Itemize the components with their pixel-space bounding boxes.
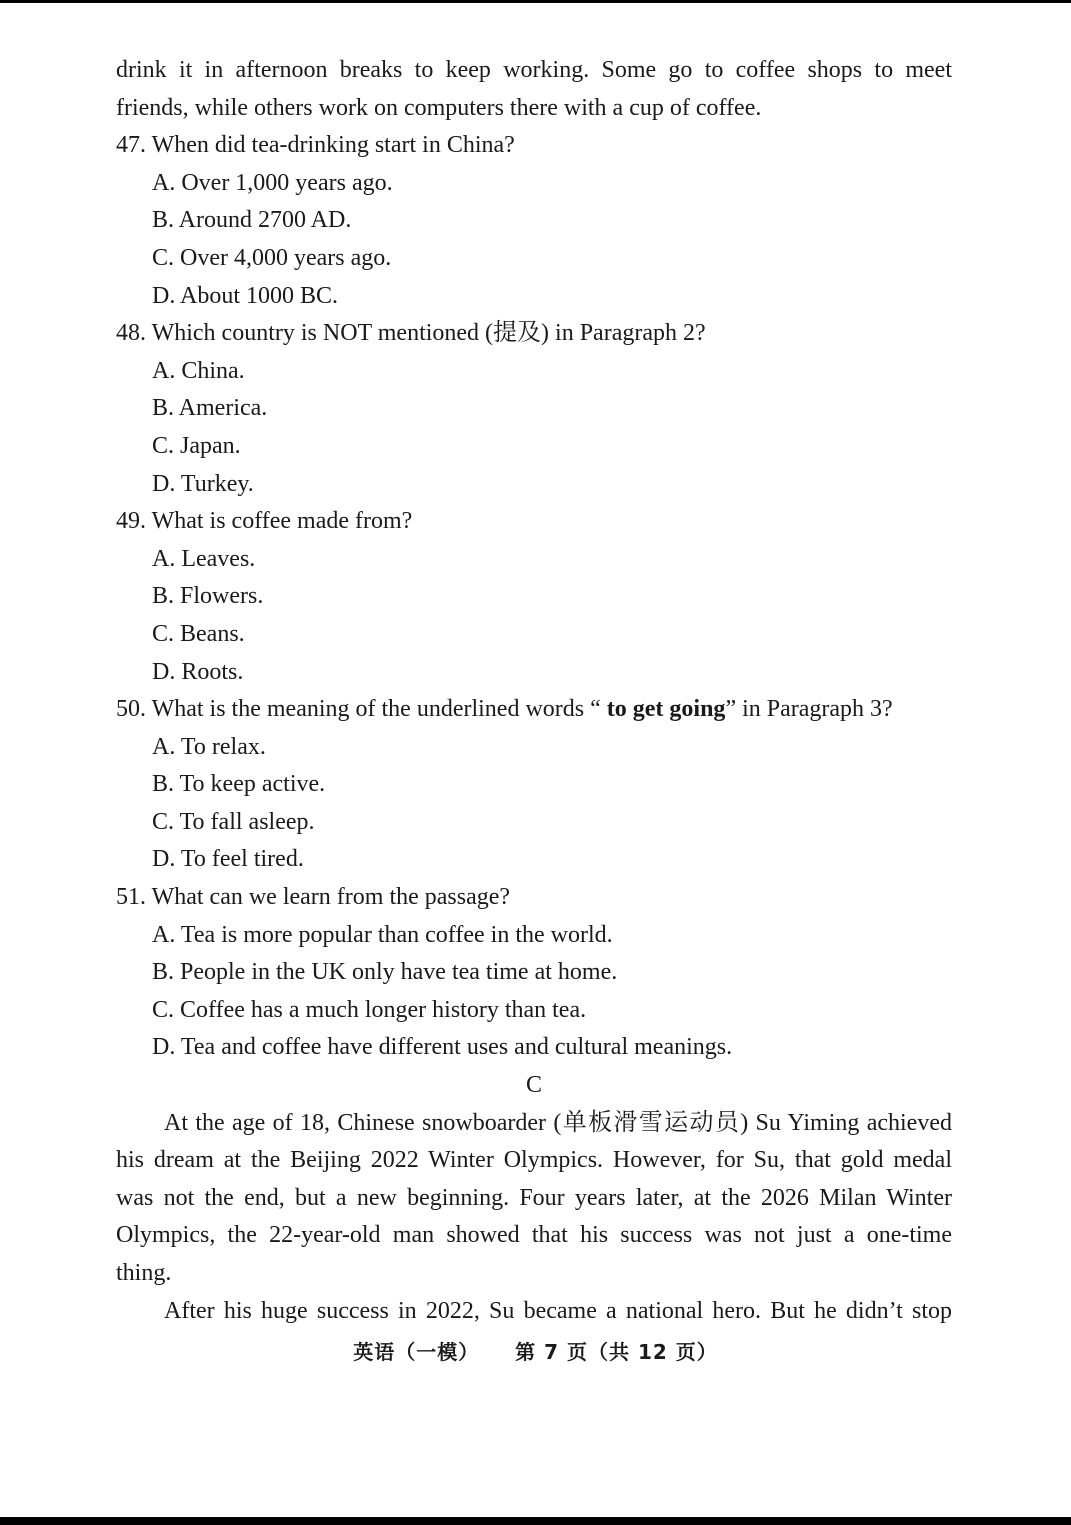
question-stem: [116, 691, 952, 729]
option-a: A. Leaves.: [152, 545, 256, 572]
option-b: B. People in the UK only have tea time at home.: [152, 959, 618, 986]
passage-line: thing.: [116, 1260, 172, 1286]
option-d: D. To feel tired.: [152, 846, 304, 873]
option-d: D. Tea and coffee have different uses and cultural meanings.: [152, 1034, 733, 1061]
passage-c: [116, 1105, 952, 1331]
option-a: A. Over 1,000 years ago.: [152, 169, 393, 196]
question-stem: 49. What is coffee made from?: [116, 508, 413, 535]
question-49: [116, 503, 952, 691]
option-d: D. Turkey.: [152, 470, 254, 497]
bottom-border: [0, 1517, 1071, 1525]
stem-text: ” in Paragraph 3?: [725, 696, 893, 723]
option-d: D. Roots.: [152, 658, 244, 685]
top-border: [0, 0, 1071, 3]
question-stem: 47. When did tea-drinking start in China?: [116, 132, 515, 159]
option-b: B. Around 2700 AD.: [152, 207, 352, 234]
passage-line: drink it in afternoon breaks to keep working. Some go to coffee shops to meet: [116, 57, 952, 83]
question-stem: 51. What can we learn from the passage?: [116, 884, 511, 911]
exam-page: [116, 52, 952, 1330]
option-b: B. To keep active.: [152, 771, 326, 798]
passage-line: friends, while others work on computers there with a cup of coffee.: [116, 94, 762, 121]
option-c: C. Coffee has a much longer history than tea.: [152, 996, 587, 1023]
passage-line: At the age of 18, Chinese snowboarder (单板滑雪运动员) Su Yiming achieved: [164, 1109, 952, 1136]
option-a: A. China.: [152, 357, 245, 384]
option-c: C. Japan.: [152, 432, 241, 459]
footer-subject: 英语（一模）: [353, 1340, 480, 1364]
passage-line: Olympics, the 22-year-old man showed that his success was not just a one-time: [116, 1222, 952, 1249]
question-48: [116, 315, 952, 503]
passage-line: After his huge success in 2022, Su became a national hero. But he didn’t stop: [164, 1297, 952, 1324]
option-c: C. Over 4,000 years ago.: [152, 244, 392, 271]
question-51: [116, 879, 952, 1067]
question-50: [116, 691, 952, 879]
section-heading: C: [525, 1072, 542, 1099]
option-c: C. Beans.: [152, 620, 245, 647]
underlined-words: to get going: [606, 696, 726, 723]
footer-page-number: 第 7 页（共 12 页）: [515, 1340, 718, 1364]
question-47: [116, 127, 952, 315]
option-a: A. Tea is more popular than coffee in the world.: [152, 921, 613, 948]
option-b: B. America.: [152, 395, 268, 422]
question-stem: 48. Which country is NOT mentioned (提及) in Paragraph 2?: [116, 320, 706, 347]
passage-line: was not the end, but a new beginning. Four years later, at the 2026 Milan Winter: [116, 1184, 952, 1211]
option-a: A. To relax.: [152, 733, 266, 760]
passage-line: his dream at the Beijing 2022 Winter Olympics. However, for Su, that gold medal: [116, 1147, 952, 1174]
option-b: B. Flowers.: [152, 583, 264, 610]
stem-text: 50. What is the meaning of the underlined words “: [116, 696, 607, 723]
option-c: C. To fall asleep.: [152, 808, 315, 835]
page-footer: [0, 1336, 1071, 1365]
option-d: D. About 1000 BC.: [152, 282, 339, 309]
